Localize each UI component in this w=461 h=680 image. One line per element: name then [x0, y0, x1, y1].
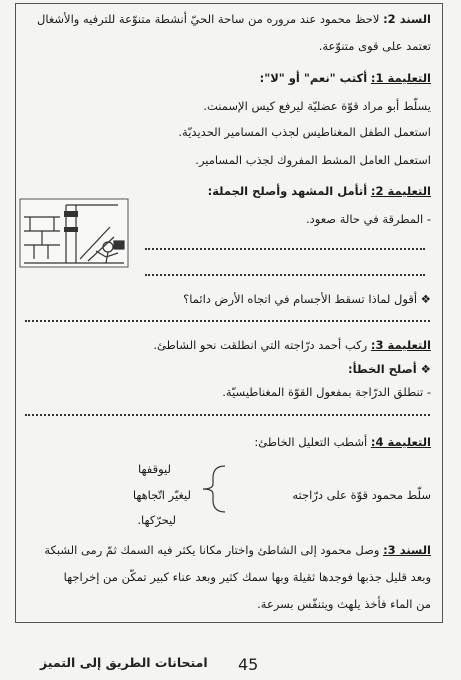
task2-label: التعليمة 2:: [370, 184, 431, 198]
answer-line: [145, 274, 425, 276]
section2-line2: تعتمد على قوى متنوّعة.: [318, 39, 431, 53]
section2-text1: لاحظ محمود عند مروره من ساحة الحيّ أنشطة متنوّعة للترفيه والأشغال: [37, 12, 380, 26]
task4-option-3: ليحرّكها.: [137, 513, 176, 527]
task2-heading: [208, 184, 431, 198]
task1-label: التعليمة 1:: [370, 71, 431, 85]
answer-line: [25, 414, 430, 416]
answer-line: [25, 320, 430, 322]
task1-item-3: استعمل العامل المشط المفروك لجذب المسامير.: [195, 153, 431, 167]
task3-heading: [153, 338, 431, 352]
section3-line1: [44, 543, 431, 557]
task2-item: - المطرقة في حالة صعود.: [306, 212, 431, 226]
task3-label: التعليمة 3:: [370, 338, 431, 352]
task4-option-2: ليغيّر اتّجاهها: [132, 488, 191, 502]
page-number: 45: [238, 655, 259, 674]
task2-question: ❖ أقول لماذا تسقط الأجسام في اتجاه الأرض دائما؟: [183, 292, 431, 306]
section3-line2: وبعد قليل جذبها فوجدها ثقيلة وبها سمك كثير وبعد عناء كبير تمكّن من إخراجها: [63, 570, 431, 584]
task4-main-sentence: سلّط محمود قوّة على درّاجته: [292, 488, 431, 502]
section2-label: السند 2:: [383, 12, 431, 26]
brace-icon: [195, 464, 231, 514]
answer-line: [145, 248, 425, 250]
section3-text1: وصل محمود إلى الشاطئ واختار مكانا يكثر فيه السمك ثمّ رمى الشبكة: [44, 543, 380, 557]
task4-heading: [254, 435, 431, 449]
task4-option-1: ليوقفها: [137, 462, 171, 476]
task1-item-1: يسلّط أبو مراد قوّة عضليّة ليرفع كيس الإسمنت.: [203, 99, 431, 113]
task1-item-2: استعمل الطفل المغناطيس لجذب المسامير الحديديّة.: [178, 125, 431, 139]
task4-label: التعليمة 4:: [370, 435, 431, 449]
task1-heading: [260, 71, 431, 85]
section3-label: السند 3:: [383, 543, 431, 557]
task1-instruction: أكتب "نعم" أو "لا":: [259, 71, 368, 85]
hammer-scene-illustration: [18, 197, 130, 269]
book-title: امتحانات الطريق إلى التميز: [40, 655, 208, 670]
task4-instruction: أشطب التعليل الخاطئ:: [254, 435, 368, 449]
task2-instruction: أتأمل المشهد وأصلح الجملة:: [207, 184, 368, 198]
page-frame: [15, 3, 443, 623]
section2-line1: [37, 12, 431, 26]
section3-line3: من الماء فأخذ يلهث ويتنفّس بسرعة.: [257, 597, 431, 611]
task3-instruction: ركب أحمد درّاجته التي انطلقت نحو الشاطئ.: [153, 338, 368, 352]
task3-fix-prompt: ❖ أصلح الخطأ:: [347, 362, 431, 376]
task3-item: - تنطلق الدرّاجة بمفعول القوّة المغناطيسيّة.: [222, 385, 431, 399]
